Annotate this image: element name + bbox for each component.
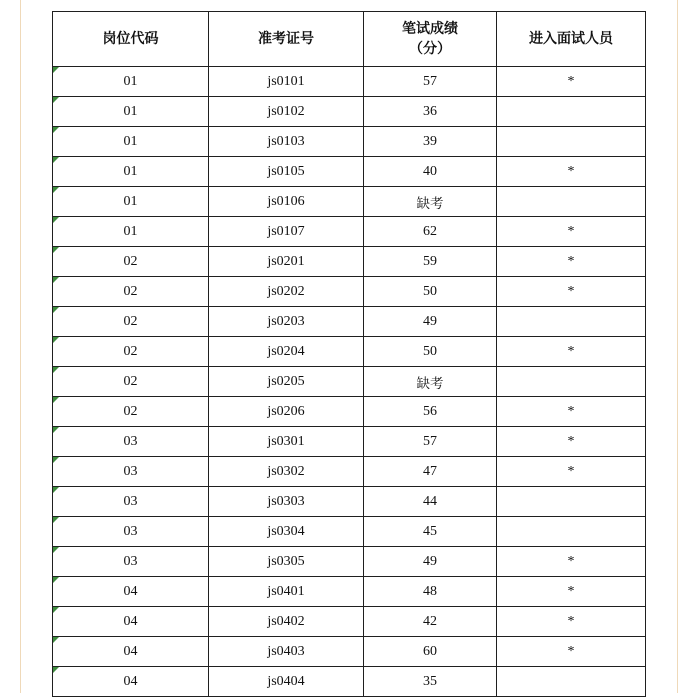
table-row — [53, 217, 646, 247]
position-code-cell: 03 — [53, 457, 209, 487]
table-row — [53, 637, 646, 667]
exam-number-cell: js0107 — [209, 217, 364, 247]
score-cell: 42 — [364, 607, 497, 637]
exam-number-cell: js0102 — [209, 97, 364, 127]
table-row — [53, 517, 646, 547]
score-cell: 50 — [364, 277, 497, 307]
score-cell: 49 — [364, 547, 497, 577]
score-cell: 缺考 — [364, 367, 497, 397]
exam-number-cell: js0401 — [209, 577, 364, 607]
table-row — [53, 487, 646, 517]
interview-cell — [497, 187, 646, 217]
table-row — [53, 577, 646, 607]
cell-marker-icon — [53, 457, 59, 463]
score-cell: 50 — [364, 337, 497, 367]
position-code-cell: 02 — [53, 247, 209, 277]
table-row — [53, 127, 646, 157]
cell-marker-icon — [53, 667, 59, 673]
header-row — [53, 12, 646, 67]
interview-cell — [497, 97, 646, 127]
score-cell: 47 — [364, 457, 497, 487]
interview-cell: * — [497, 457, 646, 487]
exam-number-cell: js0205 — [209, 367, 364, 397]
position-code-cell: 01 — [53, 67, 209, 97]
exam-number-cell: js0402 — [209, 607, 364, 637]
interview-cell — [497, 517, 646, 547]
position-code-cell: 03 — [53, 487, 209, 517]
interview-cell: * — [497, 607, 646, 637]
cell-marker-icon — [53, 187, 59, 193]
exam-number-cell: js0301 — [209, 427, 364, 457]
interview-cell: * — [497, 577, 646, 607]
cell-marker-icon — [53, 517, 59, 523]
score-cell: 57 — [364, 67, 497, 97]
cell-marker-icon — [53, 487, 59, 493]
exam-number-cell: js0204 — [209, 337, 364, 367]
position-code-cell: 02 — [53, 337, 209, 367]
exam-number-cell: js0206 — [209, 397, 364, 427]
interview-cell: * — [497, 67, 646, 97]
position-code-cell: 02 — [53, 307, 209, 337]
table-row — [53, 457, 646, 487]
position-code-cell: 02 — [53, 277, 209, 307]
position-code-cell: 02 — [53, 397, 209, 427]
interview-cell — [497, 367, 646, 397]
interview-cell — [497, 127, 646, 157]
header-written-score-text: 笔试成绩（分） — [402, 21, 458, 57]
interview-cell: * — [497, 217, 646, 247]
table-row — [53, 367, 646, 397]
position-code-cell: 04 — [53, 637, 209, 667]
exam-number-cell: js0105 — [209, 157, 364, 187]
cell-marker-icon — [53, 67, 59, 73]
position-code-cell: 03 — [53, 517, 209, 547]
position-code-cell: 04 — [53, 667, 209, 697]
score-cell: 57 — [364, 427, 497, 457]
exam-number-cell: js0303 — [209, 487, 364, 517]
position-code-cell: 03 — [53, 427, 209, 457]
exam-number-cell: js0106 — [209, 187, 364, 217]
header-written-score — [364, 12, 497, 67]
interview-cell: * — [497, 277, 646, 307]
table-row — [53, 307, 646, 337]
table-row — [53, 547, 646, 577]
exam-number-cell: js0403 — [209, 637, 364, 667]
score-cell: 35 — [364, 667, 497, 697]
score-cell: 62 — [364, 217, 497, 247]
exam-number-cell: js0302 — [209, 457, 364, 487]
cell-marker-icon — [53, 607, 59, 613]
header-position-code: 岗位代码 — [53, 12, 209, 67]
score-cell: 49 — [364, 307, 497, 337]
exam-number-cell: js0404 — [209, 667, 364, 697]
interview-cell: * — [497, 247, 646, 277]
position-code-cell: 01 — [53, 97, 209, 127]
position-code-cell: 01 — [53, 187, 209, 217]
table-row — [53, 667, 646, 697]
cell-marker-icon — [53, 397, 59, 403]
cell-marker-icon — [53, 307, 59, 313]
interview-cell: * — [497, 397, 646, 427]
position-code-cell: 04 — [53, 577, 209, 607]
score-cell: 59 — [364, 247, 497, 277]
interview-cell: * — [497, 157, 646, 187]
exam-number-cell: js0203 — [209, 307, 364, 337]
score-cell: 56 — [364, 397, 497, 427]
cell-marker-icon — [53, 127, 59, 133]
cell-marker-icon — [53, 277, 59, 283]
cell-marker-icon — [53, 157, 59, 163]
table-row — [53, 247, 646, 277]
interview-cell — [497, 487, 646, 517]
interview-cell — [497, 667, 646, 697]
score-cell: 48 — [364, 577, 497, 607]
cell-marker-icon — [53, 547, 59, 553]
score-cell: 缺考 — [364, 187, 497, 217]
header-exam-number: 准考证号 — [209, 12, 364, 67]
position-code-cell: 03 — [53, 547, 209, 577]
score-table — [52, 11, 646, 697]
table-row — [53, 337, 646, 367]
page-edge-right — [677, 0, 678, 693]
position-code-cell: 01 — [53, 127, 209, 157]
exam-number-cell: js0103 — [209, 127, 364, 157]
interview-cell: * — [497, 337, 646, 367]
table-row — [53, 607, 646, 637]
table-row — [53, 397, 646, 427]
exam-number-cell: js0304 — [209, 517, 364, 547]
score-cell: 60 — [364, 637, 497, 667]
cell-marker-icon — [53, 97, 59, 103]
table-row — [53, 97, 646, 127]
cell-marker-icon — [53, 577, 59, 583]
table-row — [53, 277, 646, 307]
position-code-cell: 01 — [53, 157, 209, 187]
table-row — [53, 67, 646, 97]
exam-number-cell: js0201 — [209, 247, 364, 277]
table-row — [53, 427, 646, 457]
interview-cell — [497, 307, 646, 337]
exam-number-cell: js0202 — [209, 277, 364, 307]
interview-cell: * — [497, 547, 646, 577]
score-cell: 40 — [364, 157, 497, 187]
cell-marker-icon — [53, 367, 59, 373]
score-cell: 39 — [364, 127, 497, 157]
cell-marker-icon — [53, 217, 59, 223]
table-body — [53, 67, 646, 697]
score-cell: 45 — [364, 517, 497, 547]
interview-cell: * — [497, 427, 646, 457]
score-cell: 44 — [364, 487, 497, 517]
cell-marker-icon — [53, 637, 59, 643]
exam-number-cell: js0101 — [209, 67, 364, 97]
table-row — [53, 187, 646, 217]
cell-marker-icon — [53, 427, 59, 433]
score-cell: 36 — [364, 97, 497, 127]
position-code-cell: 01 — [53, 217, 209, 247]
header-interview: 进入面试人员 — [497, 12, 646, 67]
interview-cell: * — [497, 637, 646, 667]
exam-number-cell: js0305 — [209, 547, 364, 577]
page-edge-left — [20, 0, 21, 693]
cell-marker-icon — [53, 337, 59, 343]
position-code-cell: 02 — [53, 367, 209, 397]
cell-marker-icon — [53, 247, 59, 253]
position-code-cell: 04 — [53, 607, 209, 637]
table-row — [53, 157, 646, 187]
